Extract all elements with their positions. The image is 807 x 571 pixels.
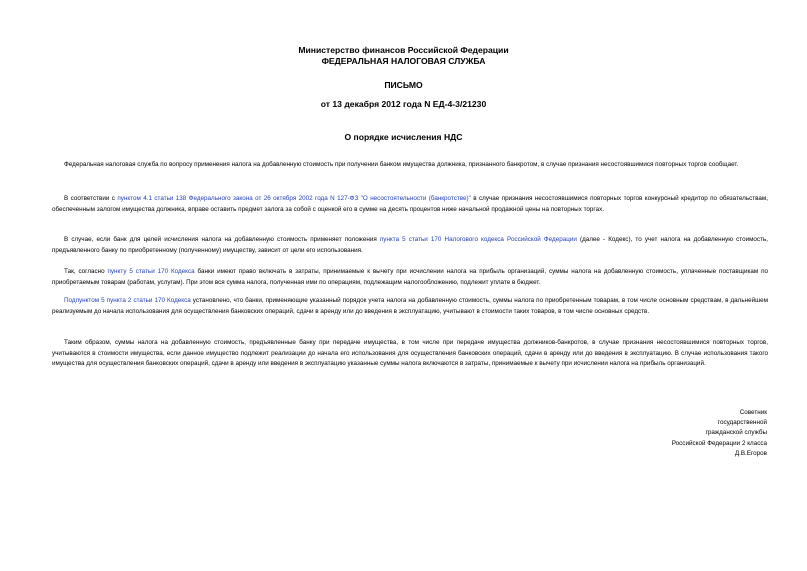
law-127-fz-link[interactable]: пунктом 4.1 статьи 138 Федерального закона от 26 октября 2002 года N 127-ФЗ "О несостоятельности (банкротстве)" bbox=[117, 195, 471, 202]
paragraph-3-after: (далее - Кодекс), то учет налога на добавленную стоимость, предъявленного банку по приобретенному (полученному) имуществу, зависит от цели его использования. bbox=[52, 236, 768, 254]
paragraph-5-after: установлено, что банки, применяющие указанный порядок учета налога на добавленную стоимость, суммы налога по приобретенным товарам, в том числе основным средствам, в дальнейшем реализуемым до начала использования для осуществления банковских операций, сдачи в аренду или до введения в эксплуатацию, учитывают в стоимости таких товаров, в том числе основных средств. bbox=[52, 297, 768, 315]
paragraph-4 bbox=[52, 267, 768, 288]
paragraph-6 bbox=[52, 338, 768, 370]
paragraph-2 bbox=[52, 194, 768, 215]
code-170-2-5-link[interactable]: Подпунктом 5 пункта 2 статьи 170 Кодекса bbox=[64, 297, 191, 304]
paragraph-4-before: Так, согласно bbox=[64, 268, 108, 275]
paragraph-4-after: банки имеют право включать в затраты, принимаемые к вычету при исчислении налога на прибыль организаций, суммы налога на добавленную стоимость, уплаченные поставщикам по приобретаемым товарам (работам, услугам). При этом вся сумма налога, полученная ими по операциям, подлежащим налогообложению, подлежит уплате в бюджет. bbox=[52, 268, 768, 286]
signature-line-3: гражданской службы bbox=[705, 429, 767, 437]
ministry-name: Министерство финансов Российской Федерации bbox=[298, 45, 509, 55]
code-170-5-link[interactable]: пункту 5 статьи 170 Кодекса bbox=[107, 268, 195, 275]
paragraph-2-after: в случае признания несостоявшимися повторных торгов конкурсный кредитор по обязательствам, обеспеченным залогом имущества должника, вправе оставить предмет залога за собой с оценкой его в сумме на десять процентов ниже начальной продажной цены на повторных торгах. bbox=[52, 195, 768, 213]
paragraph-1-text: Федеральная налоговая служба по вопросу применения налога на добавленную стоимость при получении банком имущества должника, признанного банкротом, в случае признания несостоявшимися повторных торгов сообщает. bbox=[64, 161, 739, 168]
paragraph-5 bbox=[52, 296, 768, 317]
signature-block bbox=[672, 408, 767, 459]
paragraph-3-before: В случае, если банк для целей исчисления налога на добавленную стоимость применяет положения bbox=[64, 236, 380, 243]
document-type: ПИСЬМО bbox=[384, 80, 423, 90]
paragraph-1 bbox=[52, 160, 768, 171]
paragraph-2-before: В соответствии с bbox=[64, 195, 118, 202]
paragraph-3 bbox=[52, 235, 768, 256]
document-subject: О порядке исчисления НДС bbox=[344, 132, 463, 142]
signature-line-4: Российской Федерации 2 класса bbox=[671, 439, 767, 447]
signature-line-1: Советник bbox=[739, 409, 767, 416]
paragraph-6-text: Таким образом, суммы налога на добавленную стоимость, предъявленные банку при передаче имущества, в том числе при передаче имущества должников-банкротов, в случае признания несостоявшимися повторных торгов, учитываются в стоимости имущества, если данное имущество подлежит реализации до начала его использования для осуществления банковских операций, сдачи в аренду или до введения в эксплуатацию. В случае использования такого имущества для осуществления банковских операций, сдачи в аренду или введения в эксплуатацию указанные суммы налога включаются в затраты, принимаемые к вычету при исчислении налога на прибыль организаций. bbox=[52, 339, 768, 367]
signature-line-2: государственной bbox=[717, 419, 767, 427]
document-date-number: от 13 декабря 2012 года N ЕД-4-3/21230 bbox=[320, 99, 487, 109]
signatory-name: Д.В.Егоров bbox=[734, 449, 767, 457]
tax-code-170-5-link[interactable]: пункта 5 статьи 170 Налогового кодекса Российской Федерации bbox=[379, 236, 577, 243]
service-name: ФЕДЕРАЛЬНАЯ НАЛОГОВАЯ СЛУЖБА bbox=[321, 56, 486, 66]
